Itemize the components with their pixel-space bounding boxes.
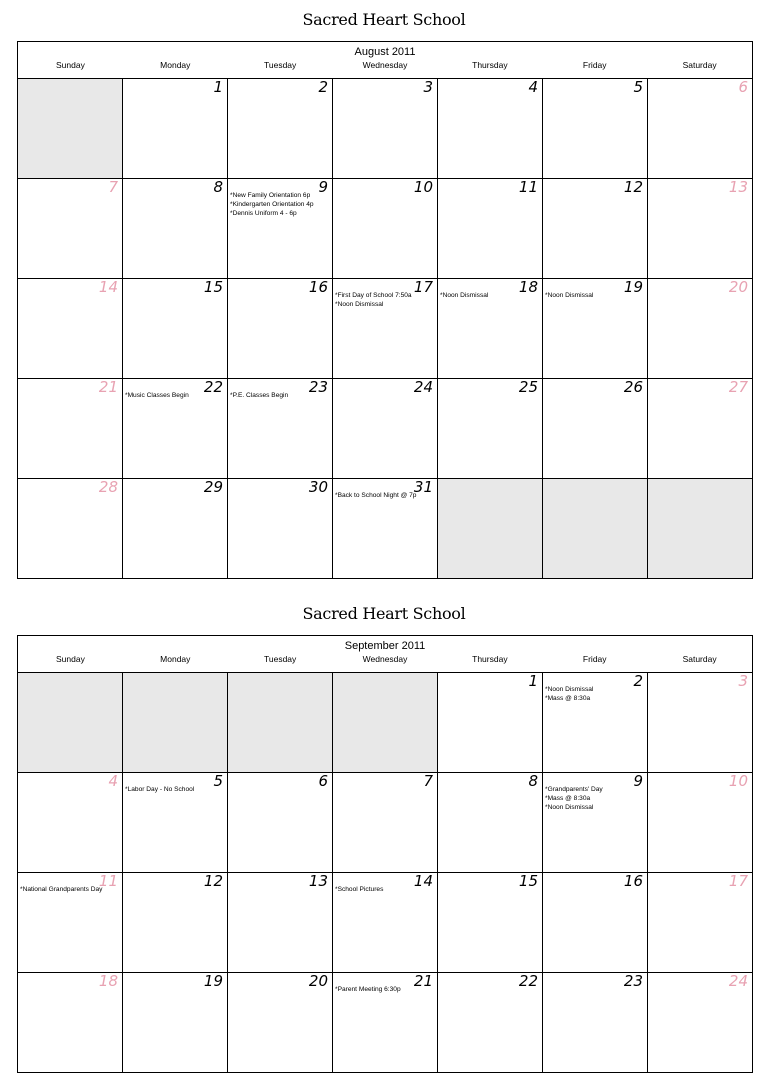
day-cell <box>18 479 123 578</box>
day-number: 11 <box>518 179 538 196</box>
day-number: 8 <box>528 773 538 790</box>
event-item: *Mass @ 8:30a <box>545 695 591 702</box>
weekday-saturday: Saturday <box>682 654 717 664</box>
day-number: 6 <box>318 773 328 790</box>
day-number: 13 <box>308 873 328 890</box>
event-item: *Grandparents' Day <box>545 786 603 793</box>
week-row <box>18 873 752 973</box>
event-item: *School Pictures <box>335 886 384 893</box>
event-list <box>335 491 435 500</box>
empty-day-cell <box>18 79 123 178</box>
day-number: 17 <box>728 873 748 890</box>
day-cell <box>228 773 333 872</box>
day-cell <box>123 179 228 278</box>
day-number: 18 <box>98 973 118 990</box>
weekday-friday: Friday <box>582 654 607 664</box>
event-list <box>230 191 330 218</box>
weekday-wednesday: Wednesday <box>362 60 408 70</box>
day-cell <box>333 179 438 278</box>
day-cell <box>438 279 543 378</box>
event-item: *Dennis Uniform 4 - 6p <box>230 210 297 217</box>
event-item: *Back to School Night @ 7p <box>335 492 417 499</box>
day-number: 8 <box>213 179 223 196</box>
event-list <box>335 985 435 994</box>
event-item: *Music Classes Begin <box>125 392 189 399</box>
day-cell <box>543 179 648 278</box>
event-list <box>545 291 645 300</box>
day-number: 16 <box>308 279 328 296</box>
day-cell <box>333 479 438 578</box>
day-number: 22 <box>518 973 538 990</box>
day-cell <box>123 379 228 478</box>
day-cell <box>648 179 752 278</box>
day-number: 23 <box>308 379 328 396</box>
day-cell <box>18 279 123 378</box>
school-title: Sacred Heart School <box>302 10 466 29</box>
weekday-sunday: Sunday <box>56 654 85 664</box>
day-cell <box>543 973 648 1072</box>
day-cell <box>648 773 752 872</box>
day-number: 29 <box>203 479 223 496</box>
day-cell <box>123 873 228 972</box>
event-list <box>545 785 645 812</box>
event-item: *Noon Dismissal <box>545 292 594 299</box>
day-number: 7 <box>423 773 433 790</box>
day-number: 17 <box>413 279 433 296</box>
week-row <box>18 79 752 179</box>
day-cell <box>543 873 648 972</box>
week-row <box>18 773 752 873</box>
day-cell <box>438 379 543 478</box>
event-item: *P.E. Classes Begin <box>230 392 289 399</box>
calendar-september-2011 <box>17 635 753 1073</box>
day-cell <box>648 79 752 178</box>
day-number: 18 <box>518 279 538 296</box>
event-item: *Noon Dismissal <box>545 804 594 811</box>
week-row <box>18 279 752 379</box>
week-row <box>18 379 752 479</box>
empty-day-cell <box>333 673 438 772</box>
day-cell <box>18 379 123 478</box>
day-cell <box>333 873 438 972</box>
weekday-monday: Monday <box>160 654 191 664</box>
event-item: *Noon Dismissal <box>545 686 594 693</box>
empty-day-cell <box>438 479 543 578</box>
day-number: 11 <box>98 873 118 890</box>
weekday-wednesday: Wednesday <box>362 654 408 664</box>
event-item: *Labor Day - No School <box>125 786 195 793</box>
day-number: 4 <box>108 773 118 790</box>
week-grid <box>18 79 752 579</box>
event-list <box>125 391 225 400</box>
event-list <box>125 785 225 794</box>
day-cell <box>123 773 228 872</box>
event-list <box>545 685 645 703</box>
empty-day-cell <box>228 673 333 772</box>
day-number: 22 <box>203 379 223 396</box>
event-item: *First Day of School 7:50a <box>335 292 412 299</box>
day-cell <box>228 973 333 1072</box>
day-number: 2 <box>318 79 328 96</box>
day-number: 14 <box>413 873 433 890</box>
day-number: 24 <box>413 379 433 396</box>
day-number: 3 <box>738 673 748 690</box>
day-cell <box>333 279 438 378</box>
day-number: 19 <box>203 973 223 990</box>
week-row <box>18 973 752 1073</box>
day-cell <box>228 479 333 578</box>
month-name: September 2011 <box>344 640 426 652</box>
day-number: 24 <box>728 973 748 990</box>
day-cell <box>543 79 648 178</box>
event-item: *Noon Dismissal <box>335 301 384 308</box>
day-cell <box>648 673 752 772</box>
day-cell <box>18 179 123 278</box>
empty-day-cell <box>123 673 228 772</box>
day-cell <box>18 773 123 872</box>
event-list <box>335 291 435 309</box>
weekday-saturday: Saturday <box>682 60 717 70</box>
week-row <box>18 179 752 279</box>
school-title: Sacred Heart School <box>302 604 466 623</box>
day-number: 9 <box>318 179 328 196</box>
day-cell <box>543 773 648 872</box>
day-cell <box>648 973 752 1072</box>
day-cell <box>543 379 648 478</box>
day-number: 21 <box>98 379 118 396</box>
day-number: 15 <box>518 873 538 890</box>
day-number: 3 <box>423 79 433 96</box>
event-list <box>335 885 435 894</box>
day-number: 9 <box>633 773 643 790</box>
day-cell <box>543 673 648 772</box>
day-cell <box>228 179 333 278</box>
empty-day-cell <box>648 479 752 578</box>
day-cell <box>438 179 543 278</box>
day-number: 12 <box>203 873 223 890</box>
event-item: *National Grandparents Day <box>20 886 103 893</box>
day-cell <box>333 79 438 178</box>
day-cell <box>648 379 752 478</box>
day-cell <box>228 873 333 972</box>
day-cell <box>18 873 123 972</box>
day-number: 4 <box>528 79 538 96</box>
day-number: 7 <box>108 179 118 196</box>
day-number: 5 <box>633 79 643 96</box>
day-number: 21 <box>413 973 433 990</box>
weekday-thursday: Thursday <box>472 654 508 664</box>
day-number: 16 <box>623 873 643 890</box>
day-number: 13 <box>728 179 748 196</box>
weekday-tuesday: Tuesday <box>264 60 297 70</box>
day-cell <box>123 79 228 178</box>
day-number: 30 <box>308 479 328 496</box>
day-number: 5 <box>213 773 223 790</box>
event-item: *New Family Orientation 6p <box>230 192 311 199</box>
week-row <box>18 673 752 773</box>
empty-day-cell <box>18 673 123 772</box>
empty-day-cell <box>543 479 648 578</box>
day-cell <box>228 379 333 478</box>
weekday-tuesday: Tuesday <box>264 654 297 664</box>
day-number: 10 <box>728 773 748 790</box>
event-item: *Kindergarten Orientation 4p <box>230 201 314 208</box>
day-cell <box>438 79 543 178</box>
weekday-thursday: Thursday <box>472 60 508 70</box>
day-cell <box>543 279 648 378</box>
day-number: 12 <box>623 179 643 196</box>
week-row <box>18 479 752 579</box>
day-number: 1 <box>213 79 223 96</box>
event-item: *Parent Meeting 6:30p <box>335 986 401 993</box>
day-number: 31 <box>413 479 433 496</box>
month-name: August 2011 <box>354 46 416 58</box>
weekday-header <box>18 652 752 673</box>
day-cell <box>333 379 438 478</box>
event-item: *Mass @ 8:30a <box>545 795 591 802</box>
day-cell <box>438 973 543 1072</box>
day-cell <box>648 873 752 972</box>
week-grid <box>18 673 752 1073</box>
day-cell <box>228 79 333 178</box>
event-list <box>20 885 120 894</box>
event-item: *Noon Dismissal <box>440 292 489 299</box>
day-number: 23 <box>623 973 643 990</box>
day-cell <box>123 479 228 578</box>
event-list <box>440 291 540 300</box>
day-number: 27 <box>728 379 748 396</box>
day-number: 1 <box>528 673 538 690</box>
day-number: 20 <box>728 279 748 296</box>
weekday-friday: Friday <box>582 60 607 70</box>
day-cell <box>333 773 438 872</box>
day-number: 14 <box>98 279 118 296</box>
day-number: 19 <box>623 279 643 296</box>
day-number: 26 <box>623 379 643 396</box>
day-number: 15 <box>203 279 223 296</box>
day-number: 28 <box>98 479 118 496</box>
day-cell <box>18 973 123 1072</box>
day-cell <box>438 773 543 872</box>
day-cell <box>333 973 438 1072</box>
event-list <box>230 391 330 400</box>
calendar-august-2011 <box>17 41 753 579</box>
weekday-monday: Monday <box>160 60 191 70</box>
day-number: 6 <box>738 79 748 96</box>
day-number: 10 <box>413 179 433 196</box>
weekday-sunday: Sunday <box>56 60 85 70</box>
day-cell <box>438 673 543 772</box>
day-number: 20 <box>308 973 328 990</box>
day-cell <box>123 279 228 378</box>
day-cell <box>123 973 228 1072</box>
day-cell <box>438 873 543 972</box>
day-number: 25 <box>518 379 538 396</box>
weekday-header <box>18 58 752 79</box>
day-cell <box>228 279 333 378</box>
day-cell <box>648 279 752 378</box>
day-number: 2 <box>633 673 643 690</box>
